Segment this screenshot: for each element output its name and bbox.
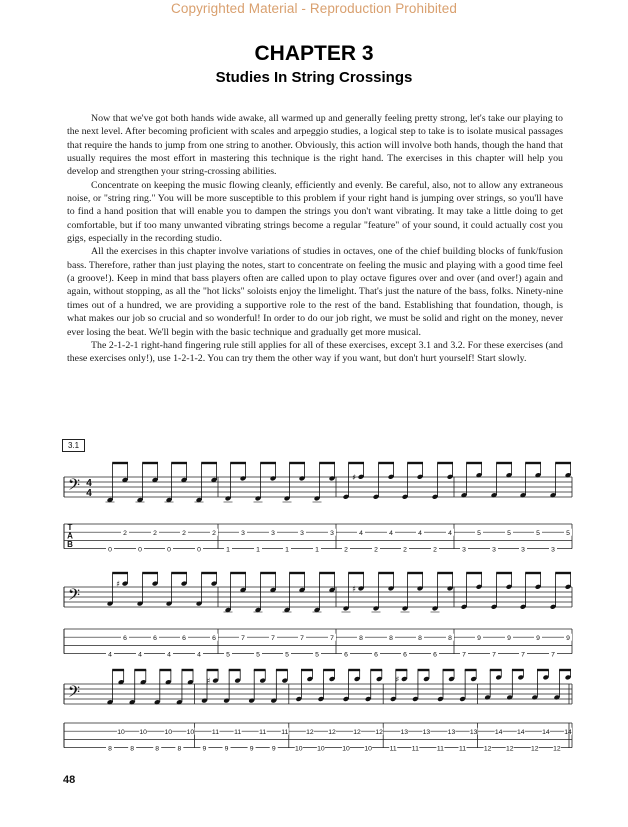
tab-number: 3 — [551, 546, 555, 554]
tab-number: 2 — [182, 530, 186, 537]
sharp-icon: ♯ — [352, 472, 356, 482]
sharp-icon: ♯ — [352, 584, 356, 594]
exercise-label: 3.1 — [62, 439, 85, 452]
tab-number: 9 — [249, 745, 254, 753]
tab-number: 5 — [566, 530, 570, 537]
tab-number: 5 — [315, 651, 319, 659]
tab-number: 12 — [531, 745, 539, 753]
beam — [171, 572, 187, 574]
tab-number: 11 — [459, 745, 467, 753]
tab-number: 13 — [469, 729, 478, 736]
beam — [112, 572, 128, 574]
tab-number: 7 — [521, 651, 525, 659]
tab-number: 5 — [477, 530, 481, 537]
beam — [112, 669, 124, 671]
tab-number: 6 — [182, 635, 186, 642]
beam — [395, 669, 407, 671]
beam — [466, 462, 482, 464]
tab-number: 13 — [400, 729, 409, 736]
tab-number: 2 — [153, 530, 157, 537]
beam — [407, 462, 423, 464]
tab-number: 5 — [536, 530, 540, 537]
tab-number: 8 — [130, 745, 135, 753]
tab-number: 12 — [483, 745, 492, 753]
beam — [230, 572, 246, 574]
tab-number: 2 — [123, 530, 127, 537]
tab-number: 6 — [153, 635, 157, 642]
tab-number: 11 — [411, 745, 419, 753]
tab-number: 4 — [167, 651, 171, 659]
beam — [466, 572, 482, 574]
tab-number: 7 — [492, 651, 496, 659]
beam — [496, 572, 512, 574]
tab-number: 3 — [241, 530, 245, 537]
beam — [348, 572, 364, 574]
copyright-watermark: Copyrighted Material - Reproduction Prohibited — [171, 1, 457, 16]
tab-number: 11 — [211, 729, 219, 736]
tab-number: 7 — [330, 635, 334, 642]
beam — [437, 462, 453, 464]
beam — [348, 462, 364, 464]
beam — [418, 669, 430, 671]
beam — [260, 572, 276, 574]
tab-number: 12 — [328, 729, 336, 736]
time-signature-bottom: 4 — [86, 488, 92, 499]
beam — [301, 669, 313, 671]
tab-number: 12 — [553, 745, 561, 753]
tab-number: 11 — [281, 729, 289, 736]
tab-number: 13 — [422, 729, 431, 736]
tab-number: 7 — [300, 635, 304, 642]
paragraph: The 2-1-2-1 right-hand fingering rule still applies for all of these exercises, except 3.1 and 3.2. For these exercises (and these exercises only!), use 1-2-1-2. You can try them the other way if you want, but don't hurt yourself! Start slowly. — [67, 339, 563, 365]
tab-number: 3 — [521, 546, 525, 554]
chapter-subtitle: Studies In String Crossings — [215, 69, 413, 86]
sharp-icon: ♯ — [116, 579, 120, 589]
tab-number: 6 — [374, 651, 378, 659]
tab-number: 5 — [507, 530, 511, 537]
beam — [112, 462, 128, 464]
tab-number: 9 — [536, 635, 540, 642]
beam — [443, 669, 455, 671]
beam — [525, 462, 541, 464]
beam — [537, 669, 549, 671]
tab-number: 14 — [517, 729, 525, 736]
tab-number: 4 — [389, 530, 393, 537]
tab-number: 3 — [271, 530, 275, 537]
tab-number: 14 — [494, 729, 503, 736]
beam — [512, 669, 524, 671]
tab-number: 7 — [462, 651, 466, 659]
tab-number: 8 — [155, 745, 160, 753]
beam — [555, 572, 571, 574]
beam — [201, 462, 217, 464]
tab-number: 12 — [375, 729, 383, 736]
tab-number: 8 — [177, 745, 182, 753]
tab-clef-letter: A — [67, 531, 73, 541]
beam — [496, 462, 512, 464]
tab-number: 8 — [418, 635, 422, 642]
chapter-title: CHAPTER 3 — [254, 42, 374, 65]
beam — [525, 572, 541, 574]
paragraph: Concentrate on keeping the music flowing cleanly, efficiently and evenly. Be careful, also, not to allow any extraneous noise, or "string ring." You will be more susceptible to this problem if your right hand is jumping over strings, so you'll have to find a hand position that will enable you to dampen the strings you don't want vibrating. It may take a little doing to get comfortable, but if too many unwanted vibrating strings become a regular "feature" of your sound, it could actually cost you gigs, especially in the recording studio. — [67, 179, 563, 245]
tab-number: 5 — [285, 651, 289, 659]
beam — [201, 572, 217, 574]
beam — [230, 462, 246, 464]
tab-number: 8 — [448, 635, 452, 642]
tab-number: 14 — [564, 729, 572, 736]
tab-number: 2 — [212, 530, 216, 537]
tab-number: 7 — [241, 635, 245, 642]
tab-clef-letter: B — [67, 540, 73, 549]
tab-number: 0 — [167, 546, 171, 554]
tab-number: 8 — [359, 635, 363, 642]
tab-number: 9 — [202, 745, 207, 753]
tab-number: 0 — [197, 546, 201, 554]
beam — [319, 572, 335, 574]
tab-number: 10 — [295, 745, 303, 753]
beam — [207, 669, 219, 671]
tab-number: 10 — [317, 745, 325, 753]
tab-number: 6 — [433, 651, 437, 659]
beam — [555, 462, 571, 464]
paragraph: All the exercises in this chapter involve variations of studies in octaves, one of the chief building blocks of funk/fusion bass. Therefore, rather than just playing the notes, start to concentrate on feeling the music and playing with a good time feel (a groove!). Keep in mind that bass players often are called upon to play octave figures over and over (and over!) again and again, without stopping, as all the "hot licks" soloists enjoy the limelight. That's just the nature of the bass, folks. Ninety-nine times out of a hundred, we are providing a supportive role to the rest of the band. Establishing that foundation, though, is what makes our job so crucial and so wonderful! In order to do our job right, we must be solid and right on the money, never ever losing the beat. We'll begin with the basic technique and gradually get more musical. — [67, 246, 563, 338]
tab-number: 5 — [226, 651, 230, 659]
beam — [348, 669, 360, 671]
beam — [254, 669, 266, 671]
tab-number: 7 — [271, 635, 275, 642]
tab-number: 4 — [108, 651, 112, 659]
beam — [559, 669, 571, 671]
tab-number: 10 — [117, 729, 125, 736]
beam — [134, 669, 146, 671]
bass-clef-icon: 𝄢 — [67, 476, 81, 498]
tab-number: 2 — [403, 546, 407, 554]
tab-number: 0 — [108, 546, 112, 554]
beam — [323, 669, 335, 671]
tab-number: 9 — [477, 635, 481, 642]
tab-number: 11 — [389, 745, 397, 753]
beam — [437, 572, 453, 574]
tab-number: 6 — [403, 651, 407, 659]
sharp-icon: ♯ — [206, 676, 211, 686]
beam — [229, 669, 241, 671]
bass-clef-icon: 𝄢 — [67, 683, 81, 705]
beam — [370, 669, 382, 671]
tab-number: 11 — [234, 729, 242, 736]
tab-number: 11 — [436, 745, 444, 753]
tab-number: 9 — [507, 635, 511, 642]
beam — [465, 669, 477, 671]
tab-number: 4 — [359, 530, 363, 537]
tab-number: 10 — [342, 745, 350, 753]
beam — [142, 462, 158, 464]
beam — [276, 669, 288, 671]
tab-number: 3 — [462, 546, 466, 554]
tab-number: 7 — [551, 651, 555, 659]
tab-clef-letter: T — [67, 523, 73, 532]
tab-number: 6 — [344, 651, 348, 659]
tab-number: 10 — [186, 729, 195, 736]
tab-number: 6 — [123, 635, 127, 642]
tab-number: 4 — [418, 530, 422, 537]
tab-number: 10 — [139, 729, 147, 736]
tab-number: 12 — [306, 729, 314, 736]
tab-number: 3 — [300, 530, 304, 537]
beam — [260, 462, 276, 464]
tab-number: 9 — [566, 635, 570, 642]
tab-number: 1 — [226, 546, 230, 554]
tab-number: 13 — [447, 729, 456, 736]
beam — [378, 572, 394, 574]
tab-number: 0 — [138, 546, 142, 554]
beam — [289, 572, 305, 574]
tab-number: 2 — [344, 546, 348, 554]
beam — [407, 572, 423, 574]
tab-number: 9 — [271, 745, 276, 753]
tab-number: 12 — [353, 729, 361, 736]
beam — [490, 669, 502, 671]
tab-number: 5 — [256, 651, 260, 659]
tab-number: 3 — [492, 546, 496, 554]
beam — [171, 462, 187, 464]
beam — [182, 669, 194, 671]
time-signature-top: 4 — [86, 478, 92, 489]
tab-number: 8 — [389, 635, 393, 642]
tab-number: 4 — [138, 651, 142, 659]
tab-number: 2 — [433, 546, 437, 554]
paragraph: Now that we've got both hands wide awake, all warmed up and generally feeling pretty strong, let's take our playing to the next level. After becoming proficient with scales and arpeggio studies, a logical step to take is to isolate musical passages that require the hands to jump from one string to another. Obviously, this action will involve both hands, though the hand that usually requires the most effort in mastering this technique is the right hand. The exercises in this chapter will help you develop and strengthen your string-crossing abilities. — [67, 113, 563, 178]
tab-number: 1 — [256, 546, 260, 554]
bass-clef-icon: 𝄢 — [67, 586, 81, 608]
beam — [142, 572, 158, 574]
tab-number: 9 — [224, 745, 229, 753]
sharp-icon: ♯ — [395, 675, 400, 684]
tab-number: 4 — [448, 530, 452, 537]
beam — [289, 462, 305, 464]
tab-number: 3 — [330, 530, 334, 537]
tab-number: 14 — [542, 729, 550, 736]
tab-number: 1 — [285, 546, 289, 554]
tab-number: 8 — [108, 745, 112, 753]
tab-number: 6 — [212, 635, 216, 642]
tab-number: 4 — [197, 651, 201, 659]
tab-number: 1 — [315, 546, 319, 554]
beam — [378, 462, 394, 464]
tab-number: 2 — [374, 546, 378, 554]
tab-number: 12 — [505, 745, 514, 753]
tab-number: 11 — [259, 729, 267, 736]
tab-number: 10 — [164, 729, 173, 736]
tab-number: 10 — [364, 745, 372, 753]
page-number: 48 — [63, 774, 76, 786]
beam — [319, 462, 335, 464]
beam — [159, 669, 171, 671]
